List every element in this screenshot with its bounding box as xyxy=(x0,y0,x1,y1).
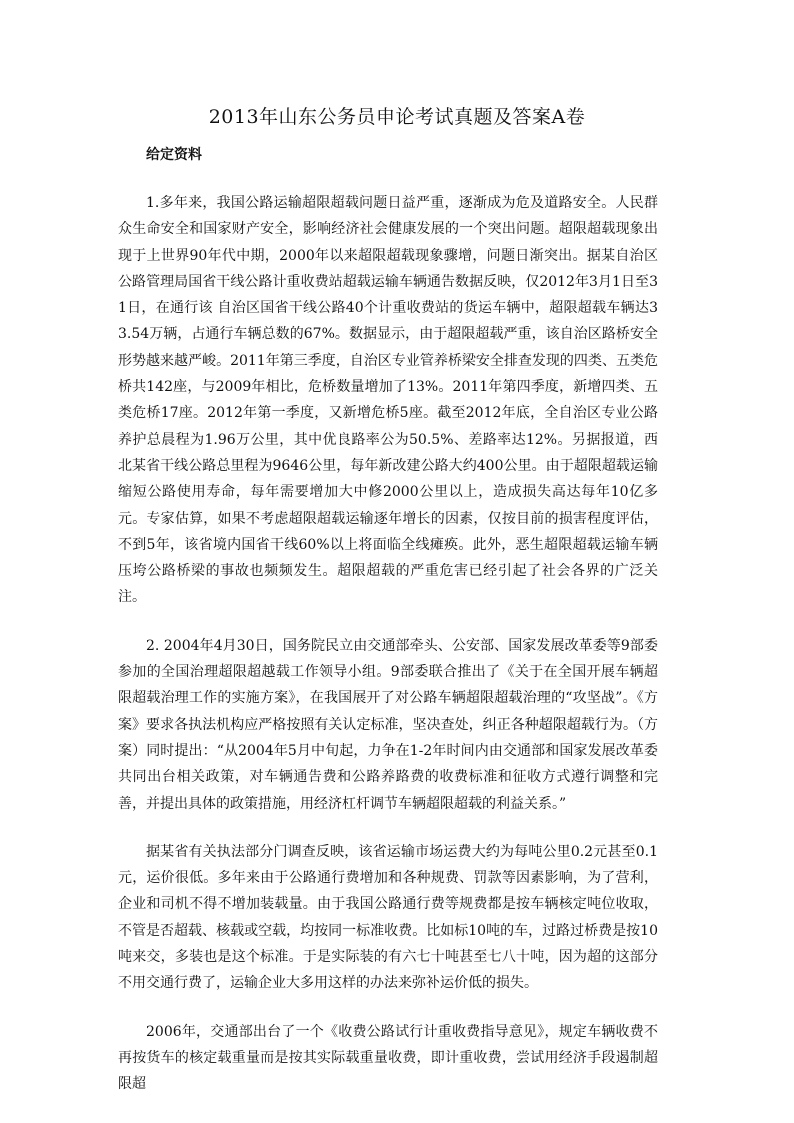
document-body xyxy=(118,190,658,1120)
document-title: 2013年山东公务员申论考试真题及答案A卷 xyxy=(208,106,586,128)
paragraph-1: 1.多年来，我国公路运输超限超载问题日益严重，逐渐成为危及道路安全。人民群众生命安全和国家财产安全，影响经济社会健康发展的一个突出问题。超限超载现象出现于上世界90年代中期，2000年以来超限超载现象骤增，问题日渐突出。据某自治区公路管理局国省干线公路计重收费站超载运输车辆通告数据反映，仅2012年3月1日至31日，在通行该 自治区国省干线公路40个计重收费站的货运车辆中，超限超载车辆达33.54万辆，占通行车辆总数的67%。数据显示，由于超限超载严重，该自治区路桥安全形势越来越严峻。2011年第三季度，自治区专业管养桥梁安全排查发现的四类、五类危桥共142座，与2009年相比，危桥数量增加了13%。2011年第四季度，新增四类、五类危桥17座。2012年第一季度，又新增危桥5座。截至2012年底，全自治区专业公路养护总晨程为1.96万公里，其中优良路率公为50.5%、差路率达12%。另据报道，西北某省干线公路总里程为9646公里，每年新改建公路大约400公里。由于超限超载运输缩短公路使用寿命，每年需要增加大中修2000公里以上，造成损失高达每年10亿多元。专家估算，如果不考虑超限超载运输逐年增长的因素，仅按目前的损害程度评估，不到5年，该省境内国省干线60%以上将面临全线瘫痪。此外，恶生超限超载运输车辆压垮公路桥梁的事故也频频发生。超限超载的严重危害已经引起了社会各界的广泛关注。 xyxy=(118,195,658,606)
paragraph-4: 2006年，交通部出台了一个《收费公路试行计重收费指导意见》，规定车辆收费不再按货车的核定载重量而是按其实际载重量收费，即计重收费，尝试用经济手段遏制超限超 xyxy=(118,1023,658,1093)
paragraph-2: 2. 2004年4月30日，国务院民立由交通部牵头、公安部、国家发展改革委等9部委参加的全国治理超限超越载工作领导小组。9部委联合推出了《关于在全国开展车辆超限超载治理工作的实施方案》，在我国展开了对公路车辆超限超载治理的“攻坚战”。《方案》要求各执法机构应严格按照有关认定标准，坚决查处，纠正各种超限超载行为。（方案）同时提出：“从2004年5月中旬起，力争在1-2年时间内由交通部和国家发展改革委共同出台相关政策，对车辆通告费和公路养路费的收费标准和征收方式遵行调整和完善，并提出具体的政策措施，用经济杠杆调节车辆超限超载的利益关系。” xyxy=(118,637,658,812)
section-label: 给定资料 xyxy=(146,147,202,163)
paragraph-3: 据某省有关执法部分门调查反映，该省运输市场运费大约为每吨公里0.2元甚至0.1元，运价很低。多年来由于公路通行费增加和各种规费、罚款等因素影响，为了营利，企业和司机不得不增加装载量。由于我国公路通行费等规费都是按车辆核定吨位收取，不管是否超载、核载或空载，均按同一标准收费。比如标10吨的车，过路过桥费是按10吨来交，多装也是这个标准。于是实际装的有六七十吨甚至七八十吨，因为超的这部分不用交通行费了，运输企业大多用这样的办法来弥补运价低的损失。 xyxy=(118,843,658,992)
